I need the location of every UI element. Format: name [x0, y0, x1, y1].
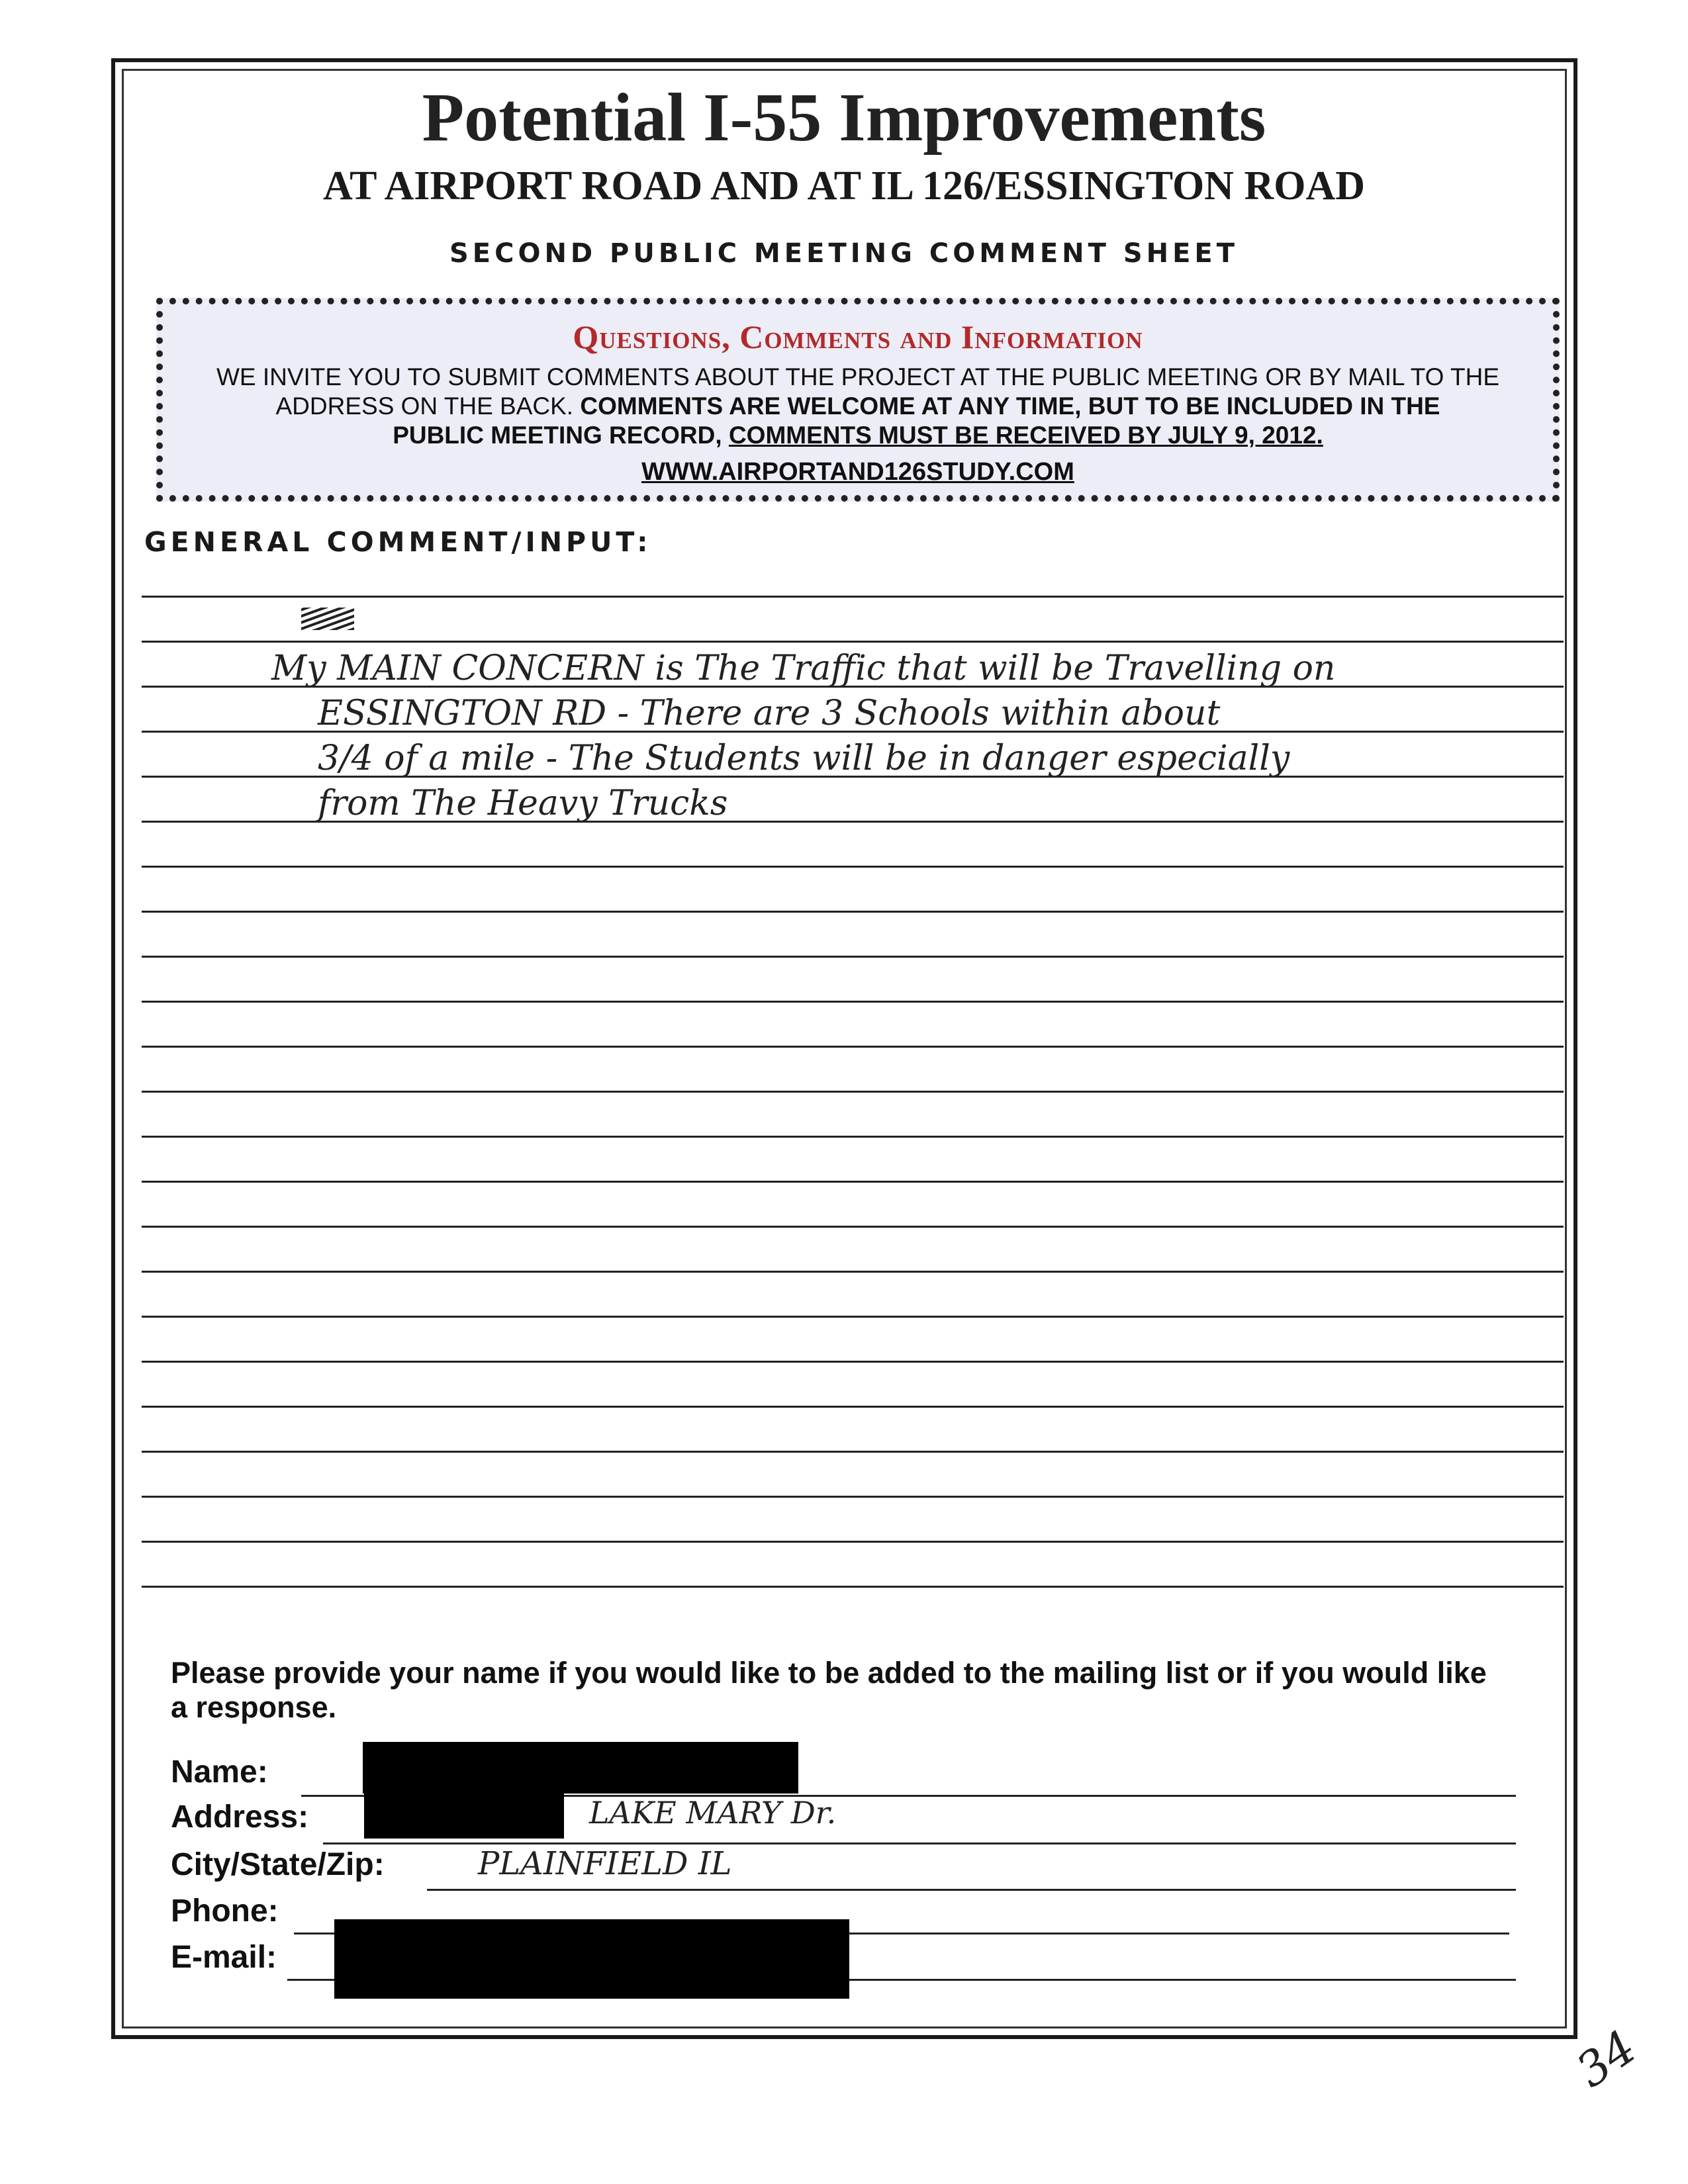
comment-rule — [142, 596, 1564, 598]
comment-rule — [142, 641, 1564, 643]
comment-rule — [142, 1451, 1564, 1453]
name-label: Name: — [171, 1754, 268, 1790]
info-heading: Questions, Comments and Information — [573, 318, 1143, 355]
handwritten-line-2: ESSINGTON RD - There are 3 Schools within about — [318, 694, 1221, 733]
sheet-name: SECOND PUBLIC MEETING COMMENT SHEET — [449, 238, 1239, 269]
city-state-zip-field[interactable] — [427, 1889, 1516, 1891]
address-value: LAKE MARY Dr. — [589, 1795, 837, 1831]
info-box — [156, 298, 1560, 502]
crossed-out-mark — [301, 608, 354, 630]
comment-rule — [142, 1136, 1564, 1138]
info-line-2b: COMMENTS ARE WELCOME AT ANY TIME, BUT TO BE INCLUDED IN THE — [580, 392, 1440, 420]
handwritten-line-1: My MAIN CONCERN is The Traffic that will be Travelling on — [271, 649, 1336, 688]
page-number: 34 — [1566, 2019, 1646, 2099]
redaction-box — [334, 1919, 849, 1999]
comment-rule — [142, 1361, 1564, 1363]
email-label: E-mail: — [171, 1940, 277, 1975]
redaction-box — [363, 1742, 798, 1794]
comment-rule — [142, 1271, 1564, 1273]
comment-rule — [142, 1181, 1564, 1183]
mailing-list-note: Please provide your name if you would like to be added to the mailing list or if you would like a response. — [171, 1656, 1487, 1724]
page-subtitle: AT AIRPORT ROAD AND AT IL 126/ESSINGTON ROAD — [322, 163, 1366, 208]
redaction-box — [364, 1787, 564, 1839]
comment-rule — [142, 1586, 1564, 1588]
city-state-zip-value: PLAINFIELD IL — [478, 1845, 732, 1882]
comment-rule — [142, 1541, 1564, 1543]
comment-rule — [142, 911, 1564, 913]
comment-rule — [142, 1406, 1564, 1408]
address-field[interactable] — [323, 1843, 1516, 1844]
comment-rule — [142, 1316, 1564, 1318]
comment-rule — [142, 1046, 1564, 1048]
comment-rule — [142, 1226, 1564, 1228]
comment-rule — [142, 1091, 1564, 1093]
comment-rule — [142, 1496, 1564, 1498]
city-state-zip-label: City/State/Zip: — [171, 1847, 385, 1882]
page-title: Potential I-55 Improvements — [422, 79, 1266, 156]
comment-rule — [142, 866, 1564, 868]
comment-label: GENERAL COMMENT/INPUT: — [144, 526, 652, 558]
handwritten-line-3: 3/4 of a mile - The Students will be in danger especially — [318, 739, 1290, 778]
info-url-link[interactable]: WWW.AIRPORTAND126STUDY.COM — [641, 458, 1074, 486]
comment-rule — [142, 1001, 1564, 1003]
address-label: Address: — [171, 1799, 309, 1835]
phone-label: Phone: — [171, 1893, 279, 1929]
info-line-1: WE INVITE YOU TO SUBMIT COMMENTS ABOUT THE PROJECT AT THE PUBLIC MEETING OR BY MAIL TO THE — [216, 363, 1500, 390]
info-line-2a: ADDRESS ON THE BACK. — [275, 392, 581, 420]
info-deadline: COMMENTS MUST BE RECEIVED BY JULY 9, 2012. — [728, 422, 1323, 449]
info-body — [189, 363, 1526, 450]
info-line-3a: PUBLIC MEETING RECORD, — [393, 422, 729, 449]
comment-rule — [142, 956, 1564, 958]
handwritten-line-4: from The Heavy Trucks — [318, 784, 728, 823]
